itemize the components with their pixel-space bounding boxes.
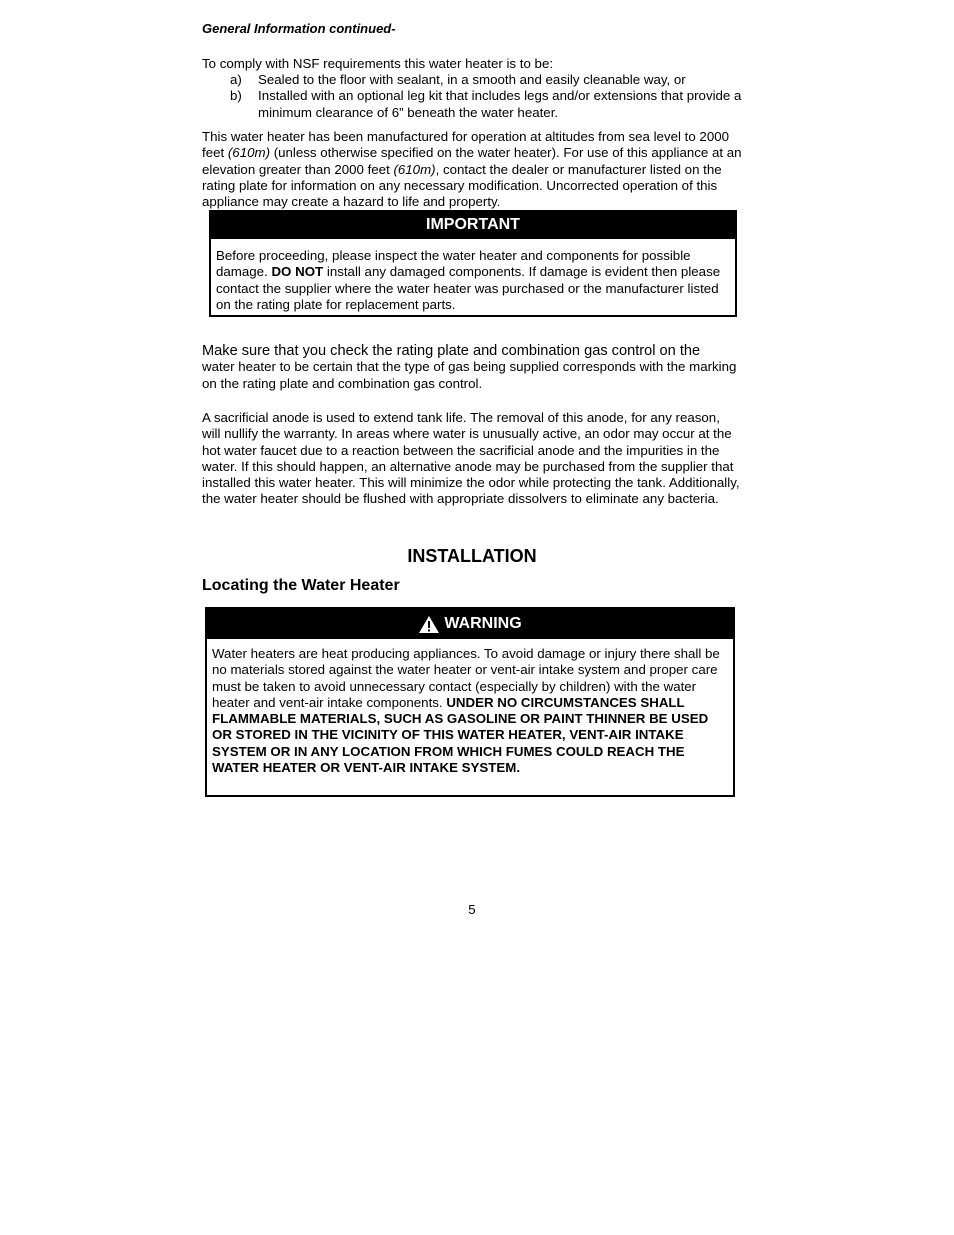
installation-heading: INSTALLATION [407, 546, 537, 566]
list-item-text: Installed with an optional leg kit that includes legs and/or extensions that provide a minimum clearance of 6” beneath the water heater. [258, 88, 742, 120]
warning-text: Water heaters are heat producing appliances. To avoid damage or injury there shall be no materials stored against the water heater or vent-air intake system and proper care must be taken to avoid unnecessary contact (especially by children) with the water heater and vent-air intake components. [212, 646, 720, 710]
nsf-requirements-list [202, 72, 742, 121]
list-item-letter: a) [230, 72, 242, 87]
altitude-text-2: (unless otherwise specified on the water heater). For use of this appliance at an elevation greater than 2000 feet [202, 145, 742, 177]
important-body [211, 239, 735, 313]
altitude-paragraph [202, 129, 742, 210]
important-notice-box [209, 210, 737, 317]
rating-plate-paragraph [202, 343, 742, 392]
important-title: IMPORTANT [211, 212, 735, 239]
list-item [202, 88, 742, 121]
warning-body [207, 639, 733, 776]
page-number: 5 [468, 902, 476, 917]
list-item-letter: b) [230, 88, 242, 104]
rating-rest-text: water heater to be certain that the type of gas being supplied corresponds with the marking on the rating plate and combination gas control. [202, 359, 737, 391]
locating-subheading: Locating the Water Heater [202, 577, 400, 594]
nsf-intro: To comply with NSF requirements this water heater is to be: [202, 56, 554, 71]
warning-triangle-icon [418, 615, 440, 634]
warning-notice-box [205, 607, 735, 797]
warning-title: WARNING [444, 615, 522, 632]
altitude-text-1: This water heater has been manufactured for operation at altitudes from sea level to 2000 feet [202, 129, 730, 161]
important-emphasis: DO NOT [271, 264, 324, 280]
altitude-metric-1: (610m) [227, 145, 270, 161]
important-text-1: Before proceeding, please inspect the water heater and components for possible damage. [216, 248, 691, 280]
altitude-text-3: , contact the dealer or manufacturer listed on the rating plate for information on any necessary modification. Uncorrected operation of this appliance may create a hazard to life and property. [202, 161, 722, 210]
continued-heading: General Information continued- [202, 21, 396, 36]
altitude-metric-2: (610m) [393, 161, 436, 177]
list-item-text: Sealed to the floor with sealant, in a smooth and easily cleanable way, or [258, 72, 686, 87]
rating-lead-text: Make sure that you check the rating plate and combination gas control on the [202, 343, 701, 359]
list-item [202, 72, 742, 88]
important-text-2: install any damaged components. If damage is evident then please contact the supplier where the water heater was purchased or the manufacturer listed on the rating plate for replacement parts. [216, 264, 721, 312]
warning-bold-text: UNDER NO CIRCUMSTANCES SHALL FLAMMABLE MATERIALS, SUCH AS GASOLINE OR PAINT THINNER BE USED OR STORED IN THE VICINITY OF THIS WATER HEATER, VENT-AIR INTAKE SYSTEM OR IN ANY LOCATION FROM WHICH FUMES COULD REACH THE WATER HEATER OR VENT-AIR INTAKE SYSTEM. [212, 694, 709, 776]
anode-paragraph: A sacrificial anode is used to extend tank life. The removal of this anode, for any reason, will nullify the warranty. In areas where water is unusually active, an odor may occur at the hot water faucet due to a reaction between the sacrificial anode and the impurities in the water. If this should happen, an alternative anode may be purchased from the supplier that installed this water heater. This will minimize the odor while protecting the tank. Additionally, the water heater should be flushed with appropriate dissolvers to eliminate any bacteria. [202, 410, 740, 507]
warning-header [207, 609, 733, 639]
